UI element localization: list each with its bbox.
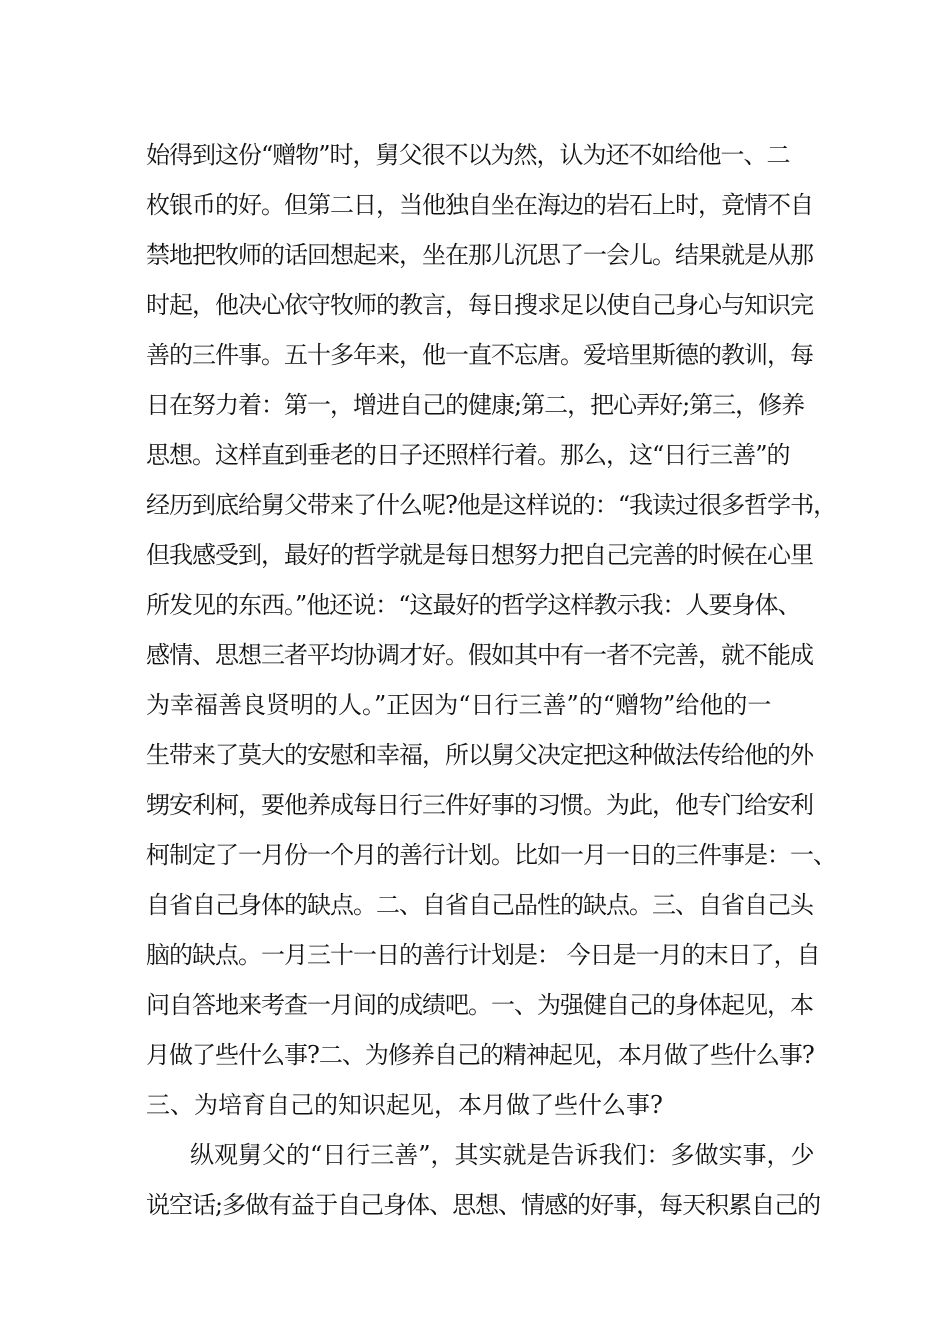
text-line-3: 禁地把牧师的话回想起来，坐在那儿沉思了一会儿。结果就是从那	[146, 241, 813, 269]
text-line-15: 柯制定了一月份一个月的善行计划。比如一月一日的三件事是：一、	[146, 841, 836, 869]
text-line-12: 为幸福善良贤明的人。”正因为“日行三善”的“赠物”给他的一	[146, 691, 772, 719]
text-line-6: 日在努力着：第一，增进自己的健康;第二，把心弄好;第三，修养	[146, 391, 805, 419]
text-line-8: 经历到底给舅父带来了什么呢?他是这样说的：“我读过很多哲学书，	[146, 491, 837, 519]
text-line-19: 月做了些什么事?二、为修养自己的精神起见，本月做了些什么事?	[146, 1041, 814, 1069]
text-line-16: 自省自己身体的缺点。二、自省自己品性的缺点。三、自省自己头	[146, 891, 813, 919]
text-line-20: 三、为培育自己的知识起见，本月做了些什么事?	[146, 1091, 663, 1119]
text-line-10: 所发见的东西。”他还说：“这最好的哲学这样教示我：人要身体、	[146, 591, 801, 619]
text-line-14: 甥安利柯，要他养成每日行三件好事的习惯。为此，他专门给安利	[146, 791, 813, 819]
text-line-11: 感情、思想三者平均协调才好。假如其中有一者不完善，就不能成	[146, 641, 813, 669]
text-line-2: 枚银币的好。但第二日，当他独自坐在海边的岩石上时，竟情不自	[146, 191, 813, 219]
text-line-5: 善的三件事。五十多年来，他一直不忘唐。爱培里斯德的教训，每	[146, 341, 813, 369]
text-line-17: 脑的缺点。一月三十一日的善行计划是： 今日是一月的末日了，自	[146, 941, 820, 969]
text-line-4: 时起，他决心依守牧师的教言，每日搜求足以使自己身心与知识完	[146, 291, 813, 319]
text-line-9: 但我感受到，最好的哲学就是每日想努力把自己完善的时候在心里	[146, 541, 813, 569]
text-line-18: 问自答地来考查一月间的成绩吧。一、为强健自己的身体起见，本	[146, 991, 813, 1019]
text-line-13: 生带来了莫大的安慰和幸福，所以舅父决定把这种做法传给他的外	[146, 741, 813, 769]
text-line-22: 说空话;多做有益于自己身体、思想、情感的好事，每天积累自己的	[146, 1191, 821, 1219]
text-line-21: 纵观舅父的“日行三善”，其实就是告诉我们：多做实事，少	[190, 1141, 815, 1169]
text-line-7: 思想。这样直到垂老的日子还照样行着。那么，这“日行三善”的	[146, 441, 790, 469]
text-line-1: 始得到这份“赠物”时，舅父很不以为然，认为还不如给他一、二	[146, 141, 790, 169]
body-text	[146, 130, 837, 1230]
